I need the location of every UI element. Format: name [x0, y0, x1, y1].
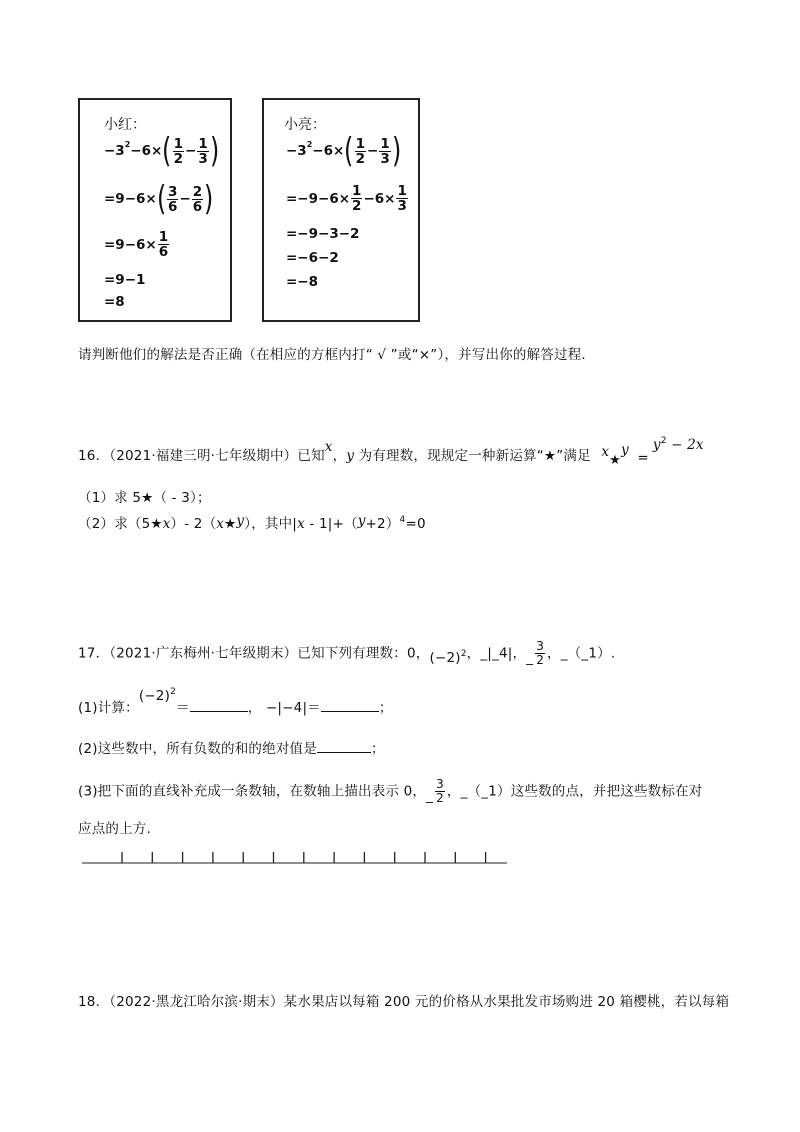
xiaoliang-line-5: =−8 [286, 274, 319, 290]
fraction: $\frac{1}{3}$ [397, 183, 407, 214]
solution-box-xiaohong [78, 98, 232, 322]
q17-part3: (3)把下面的直线补充成一条数轴，在数轴上描出表示 0，_ $\frac{3}{2}$ ，_（_1）这些数的点，并把这些数标在对 [78, 777, 703, 805]
fraction: $\frac{1}{6}$ [158, 229, 169, 260]
fraction: $\frac{3}{2}$ [536, 639, 545, 667]
q17-part2: (2)这些数中，所有负数的和的绝对值是 ； [78, 737, 385, 757]
solution-box-xiaoliang [262, 98, 420, 322]
fraction: $\frac{2}{6}$ [192, 183, 203, 215]
xiaohong-line-4: =9−1 [104, 272, 146, 288]
answer-blank[interactable] [317, 738, 371, 753]
xiaoliang-line-4: =−6−2 [286, 250, 339, 266]
fraction: $\frac{3}{6}$ [168, 183, 178, 215]
solver-name-xiaohong: 小红： [104, 117, 146, 133]
xiaohong-line-5: =8 [104, 294, 125, 310]
q17-part3-cont: 应点的上方. [78, 821, 151, 837]
xiaohong-line-3: =9−6× $\frac{1}{6}$ [104, 229, 169, 260]
fraction: $\frac{1}{2}$ [355, 135, 365, 167]
q17-stem: 17．（2021·广东梅州·七年级期末）已知下列有理数：0，(−2)2，_|_4|，_ $\frac{3}{2}$ ，_（_1）. [78, 639, 616, 667]
fraction: $\frac{1}{3}$ [380, 135, 390, 167]
q17-part1: (1)计算：$(-2)^2=$ ， −|−4|＝ ； [78, 687, 393, 716]
fraction: $\frac{1}{2}$ [352, 183, 362, 214]
xiaoliang-line-2: =−9−6× $\frac{1}{2}$ −6× $\frac{1}{3}$ [286, 183, 407, 214]
q16-part2: （2）求（5★x）- 2（x★y），其中$|x - 1|+(y+2)^4=0$ [78, 513, 426, 532]
xiaohong-line-1: −3 2 −6× ( $\frac{1}{2}$ − $\frac{1}{3}$ ) [104, 131, 219, 171]
q16-stem: 16．（2021·福建三明·七年级期中）已知x，y 为有理数，现规定一种新运算“★”满足 x★y $=y^2 - 2x$ [78, 436, 704, 468]
fraction: $\frac{3}{2}$ [436, 777, 444, 805]
solver-name-xiaoliang: 小亮： [284, 117, 326, 133]
xiaoliang-line-1: −3 2 −6× ( $\frac{1}{2}$ − $\frac{1}{3}$ ) [286, 131, 401, 171]
fraction: $\frac{1}{3}$ [198, 135, 208, 167]
xiaoliang-line-3: =−9−3−2 [286, 226, 360, 242]
answer-blank[interactable] [190, 697, 248, 712]
number-line[interactable] [82, 850, 512, 866]
q18-stem: 18．（2022·黑龙江哈尔滨·期末）某水果店以每箱 200 元的价格从水果批发市场购进 20 箱樱桃，若以每箱 [78, 994, 730, 1010]
xiaohong-line-2: =9−6× ( $\frac{3}{6}$ − $\frac{2}{6}$ ) [104, 179, 214, 219]
answer-blank[interactable] [321, 697, 379, 712]
q15-instruction: 请判断他们的解法是否正确（在相应的方框内打“ √ ”或“×”），并写出你的解答过程. [78, 347, 586, 363]
q16-part1: （1）求 5★（ - 3）； [78, 490, 211, 506]
fraction: $\frac{1}{2}$ [173, 135, 183, 167]
